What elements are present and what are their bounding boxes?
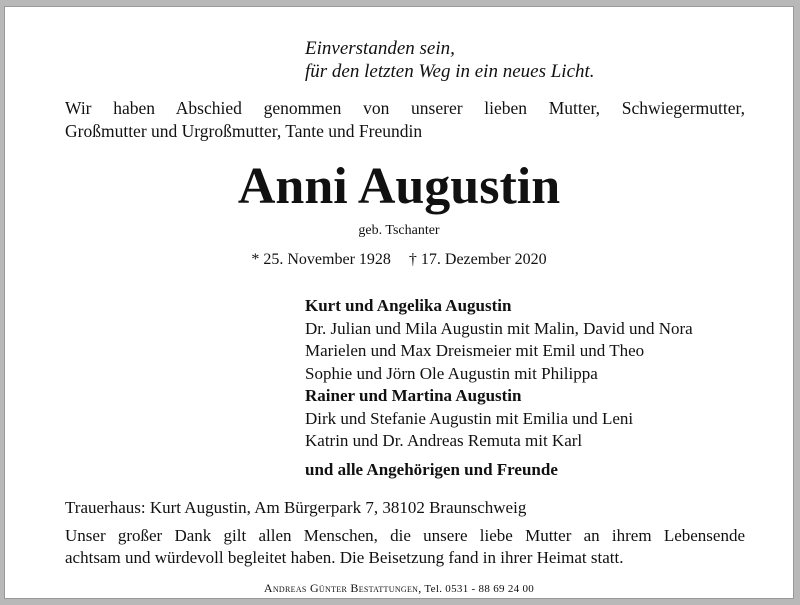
intro-line-1: Wir haben Abschied genommen von unserer lieben Mutter, Schwiegermutter,: [65, 98, 745, 118]
family-group-1-line: Sophie und Jörn Ole Augustin mit Philippa: [305, 363, 598, 383]
family-group-2-head: Rainer und Martina Augustin: [305, 386, 522, 405]
quote-line-1: Einverstanden sein,: [305, 38, 455, 59]
thanks-line-2: achtsam und würdevoll begleitet haben. Die Beisetzung fand in ihrer Heimat statt.: [65, 548, 624, 567]
birth-date: * 25. November 1928: [251, 251, 391, 268]
quote: [305, 37, 595, 83]
family-group-2-line: Katrin und Dr. Andreas Remuta mit Karl: [305, 431, 583, 450]
family-closing: und alle Angehörigen und Freunde: [305, 459, 558, 479]
undertaker-phone: Tel. 0531 - 88 69 24 00: [424, 583, 535, 595]
obituary-notice: [4, 6, 794, 599]
family-group-1-head: Kurt und Angelika Augustin: [305, 296, 512, 315]
intro-text: [65, 97, 745, 143]
death-date: † 17. Dezember 2020: [408, 251, 547, 268]
deceased-name: Anni Augustin: [237, 158, 561, 215]
trauerhaus-address: Trauerhaus: Kurt Augustin, Am Bürgerpark 7, 38102 Braunschweig: [65, 498, 527, 517]
life-dates: [5, 251, 793, 269]
family-group-2-line: Dirk und Stefanie Augustin mit Emilia und Leni: [305, 408, 634, 428]
thanks-line-1: Unser großer Dank gilt allen Menschen, die unsere liebe Mutter an ihrem Lebensende: [65, 526, 745, 545]
quote-line-2: für den letzten Weg in ein neues Licht.: [305, 61, 595, 82]
family-group-1-line: Dr. Julian und Mila Augustin mit Malin, David und Nora: [305, 318, 693, 338]
family-group-1-line: Marielen und Max Dreismeier mit Emil und Theo: [305, 341, 645, 360]
family-list: [305, 295, 693, 481]
intro-line-2: Großmutter und Urgroßmutter, Tante und Freundin: [65, 121, 423, 141]
thanks-text: [65, 525, 745, 569]
undertaker-credit: [5, 581, 793, 596]
birth-name: geb. Tschanter: [358, 223, 440, 238]
undertaker-name: Andreas Günter Bestattungen,: [263, 581, 422, 595]
